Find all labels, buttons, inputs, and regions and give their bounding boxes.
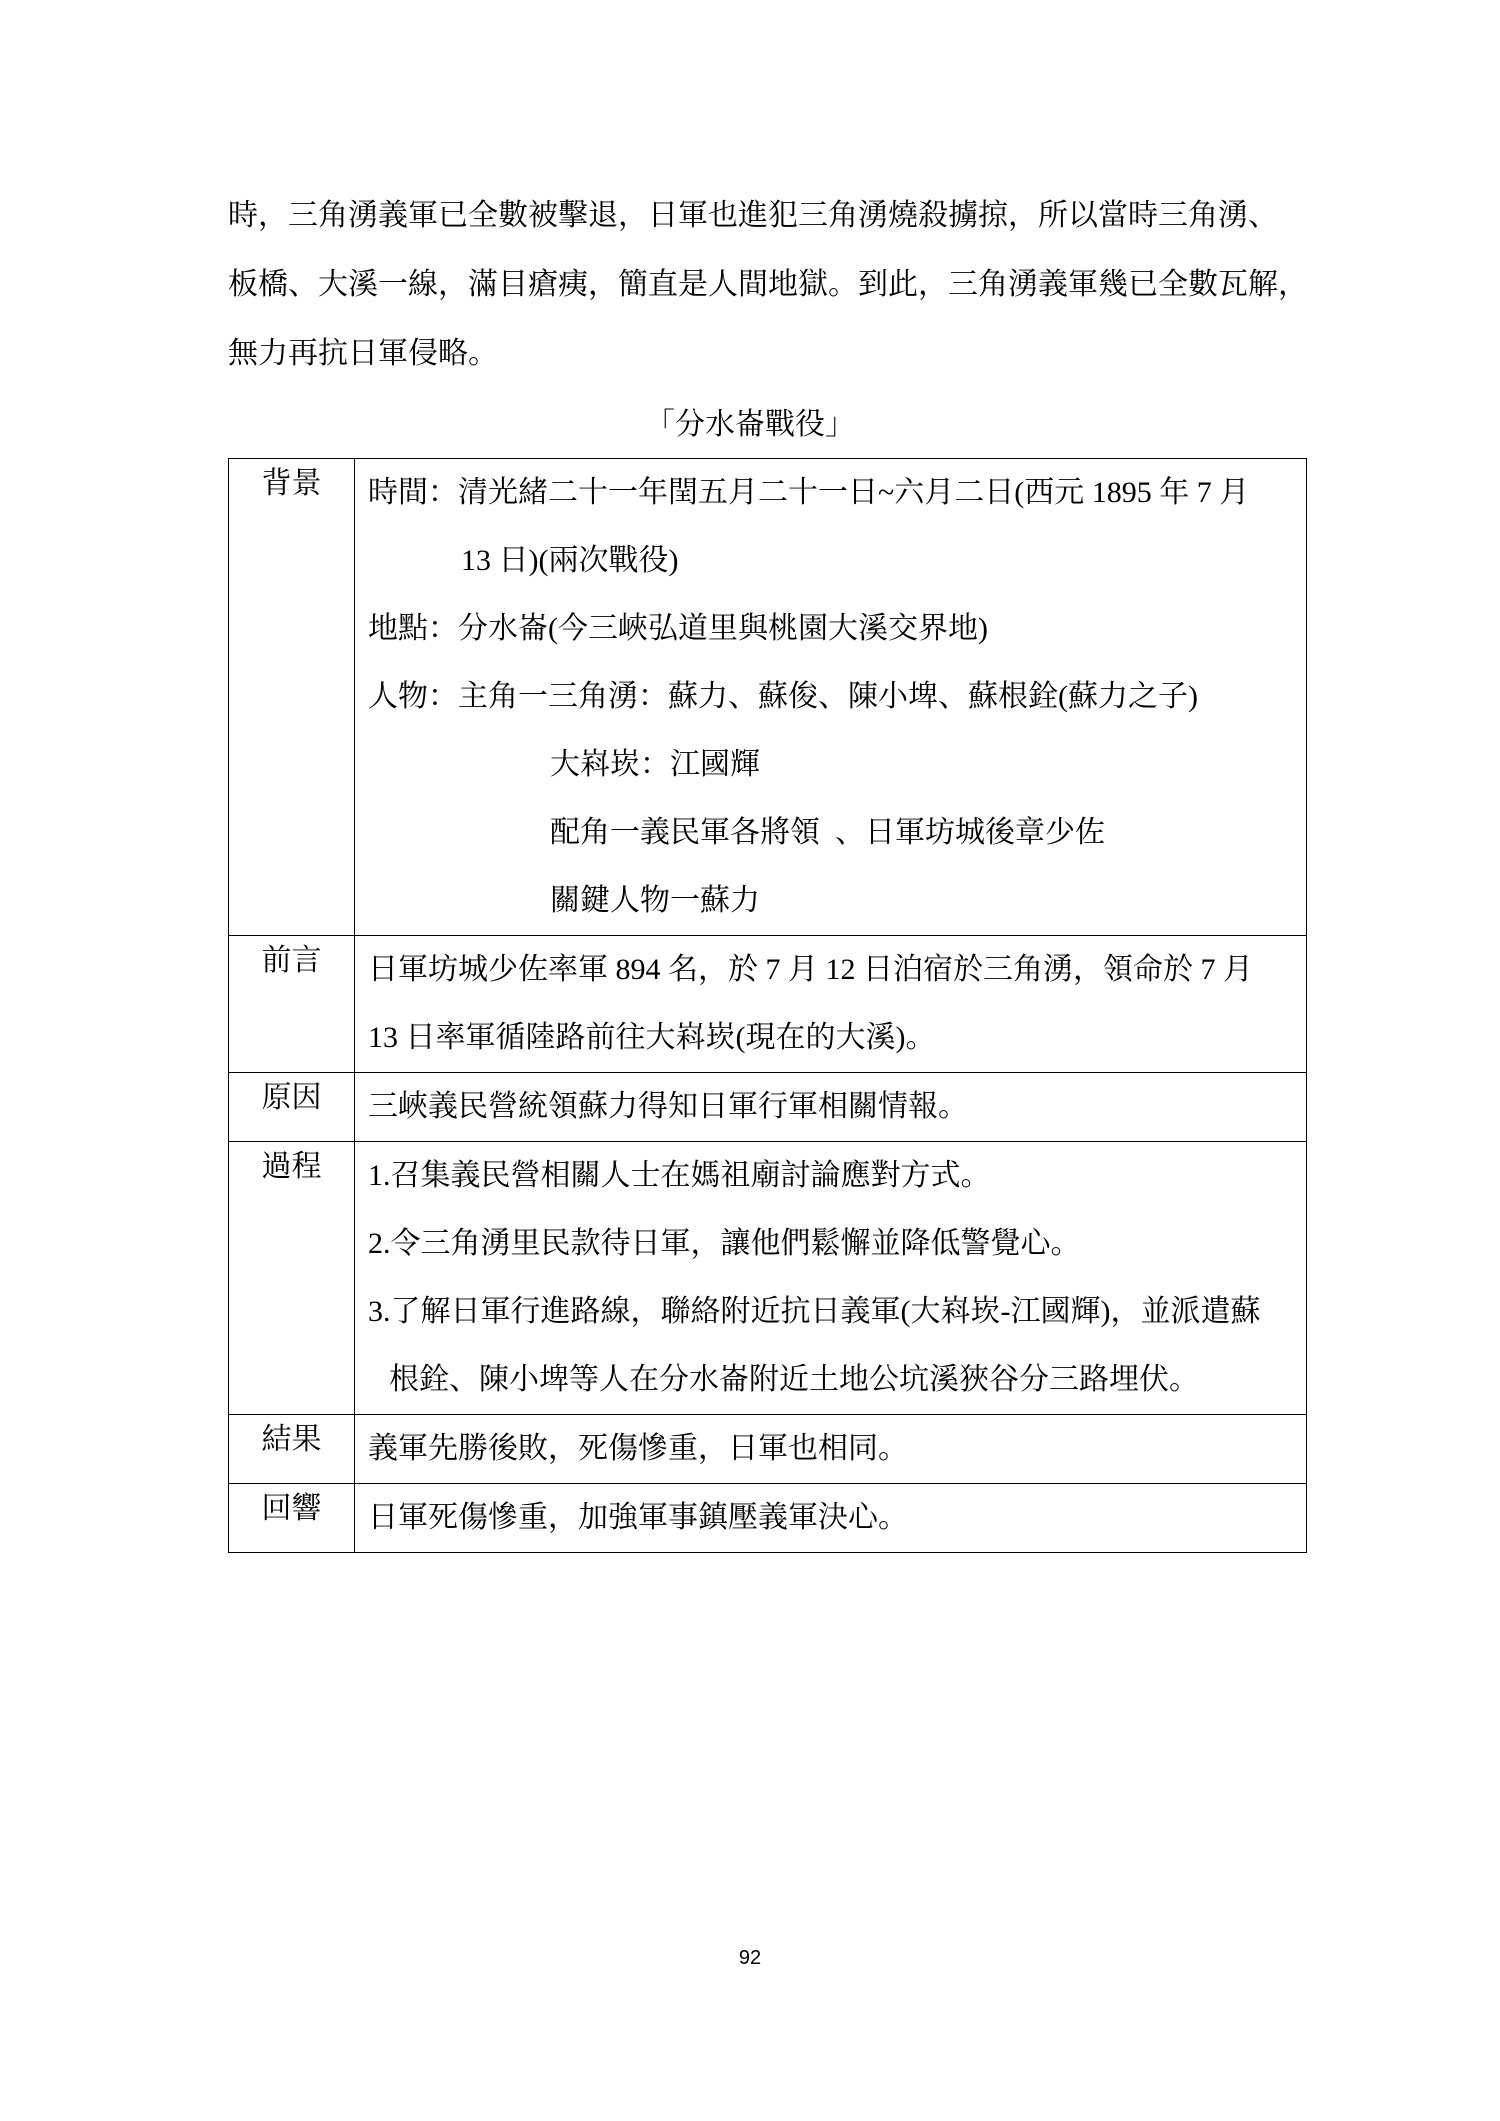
row-content-background [355, 459, 1307, 936]
body-paragraph [228, 181, 1328, 388]
content-line: 三峽義民營統領蘇力得知日軍行軍相關情報。 [368, 1090, 968, 1123]
location-line: 地點：分水崙(今三峽弘道里與桃園大溪交界地) [368, 612, 988, 645]
time-line: 時間：清光緒二十一年閏五月二十一日~六月二日(西元 1895 年 7 月 [368, 476, 1250, 509]
table-row-response [229, 1484, 1307, 1553]
row-label-process: 過程 [229, 1142, 355, 1415]
table-row-background [229, 459, 1307, 936]
row-content-cause [355, 1073, 1307, 1142]
process-step-1: 1.召集義民營相關人士在媽祖廟討論應對方式。 [368, 1159, 991, 1192]
process-step-3: 3.了解日軍行進路線，聯絡附近抗日義軍(大嵙崁-江國輝)，並派遣蘇 [368, 1295, 1261, 1328]
row-label-response: 回響 [229, 1484, 355, 1553]
row-label-background: 背景 [229, 459, 355, 936]
row-label-preface: 前言 [229, 936, 355, 1073]
battle-summary-table [228, 458, 1307, 1553]
paragraph-line: 時，三角湧義軍已全數被擊退，日軍也進犯三角湧燒殺擄掠，所以當時三角湧、 [228, 199, 1278, 232]
row-label-cause: 原因 [229, 1073, 355, 1142]
row-content-response [355, 1484, 1307, 1553]
table-row-preface [229, 936, 1307, 1073]
people-line: 人物：主角一三角湧：蘇力、蘇俊、陳小埤、蘇根銓(蘇力之子) [368, 680, 1198, 713]
content-line: 日軍死傷慘重，加強軍事鎮壓義軍決心。 [368, 1501, 908, 1534]
table-title: 「分水崙戰役」 [645, 408, 855, 441]
table-row-cause [229, 1073, 1307, 1142]
people-line-supporting: 配角一義民軍各將領 、日軍坊城後章少佐 [550, 816, 1105, 849]
people-line-dakekan: 大嵙崁：江國輝 [550, 748, 760, 781]
people-line-key-figure: 關鍵人物一蘇力 [550, 884, 760, 917]
process-step-3-continued: 根銓、陳小埤等人在分水崙附近土地公坑溪狹谷分三路埋伏。 [389, 1363, 1199, 1396]
row-content-process [355, 1142, 1307, 1415]
table-row-result [229, 1415, 1307, 1484]
row-content-result [355, 1415, 1307, 1484]
table-row-process [229, 1142, 1307, 1415]
time-line-continued: 13 日)(兩次戰役) [461, 544, 679, 577]
page-number: 92 [738, 1947, 762, 1969]
row-content-preface [355, 936, 1307, 1073]
row-label-result: 結果 [229, 1415, 355, 1484]
paragraph-line: 無力再抗日軍侵略。 [228, 337, 498, 370]
content-line: 日軍坊城少佐率軍 894 名，於 7 月 12 日泊宿於三角湧，領命於 7 月 [368, 953, 1253, 986]
paragraph-line: 板橋、大溪一線，滿目瘡痍，簡直是人間地獄。到此，三角湧義軍幾已全數瓦解， [228, 268, 1308, 301]
process-step-2: 2.令三角湧里民款待日軍，讓他們鬆懈並降低警覺心。 [368, 1227, 1081, 1260]
content-line: 13 日率軍循陸路前往大嵙崁(現在的大溪)。 [368, 1021, 936, 1054]
content-line: 義軍先勝後敗，死傷慘重，日軍也相同。 [368, 1432, 908, 1465]
